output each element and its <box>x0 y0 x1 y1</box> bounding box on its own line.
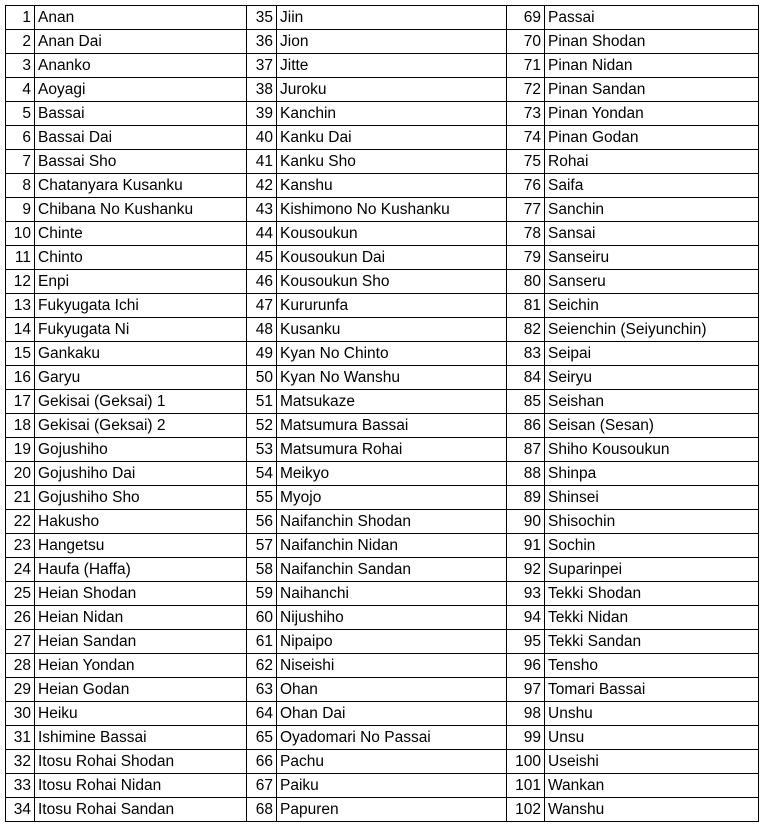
kata-name: Chibana No Kushanku <box>35 198 247 222</box>
kata-number: 61 <box>247 630 277 654</box>
kata-name: Kousoukun Sho <box>277 270 507 294</box>
kata-number: 4 <box>6 78 35 102</box>
kata-number: 13 <box>6 294 35 318</box>
kata-number: 54 <box>247 462 277 486</box>
kata-name: Papuren <box>277 798 507 822</box>
kata-number: 93 <box>507 582 545 606</box>
kata-name: Saifa <box>545 174 759 198</box>
kata-name: Jion <box>277 30 507 54</box>
kata-name: Aoyagi <box>35 78 247 102</box>
kata-number: 51 <box>247 390 277 414</box>
table-row <box>6 750 759 774</box>
kata-number: 86 <box>507 414 545 438</box>
table-row <box>6 510 759 534</box>
kata-number: 76 <box>507 174 545 198</box>
kata-number: 65 <box>247 726 277 750</box>
table-row <box>6 6 759 30</box>
kata-name: Bassai <box>35 102 247 126</box>
kata-name: Kanchin <box>277 102 507 126</box>
kata-name: Kousoukun <box>277 222 507 246</box>
kata-name: Tekki Shodan <box>545 582 759 606</box>
kata-number: 70 <box>507 30 545 54</box>
kata-name: Naifanchin Shodan <box>277 510 507 534</box>
table-row <box>6 726 759 750</box>
kata-number: 77 <box>507 198 545 222</box>
table-row <box>6 462 759 486</box>
kata-number: 101 <box>507 774 545 798</box>
kata-number: 35 <box>247 6 277 30</box>
kata-number: 3 <box>6 54 35 78</box>
kata-number: 56 <box>247 510 277 534</box>
kata-name: Pinan Sandan <box>545 78 759 102</box>
kata-name: Kururunfa <box>277 294 507 318</box>
kata-number: 98 <box>507 702 545 726</box>
kata-name: Fukyugata Ichi <box>35 294 247 318</box>
kata-name: Itosu Rohai Shodan <box>35 750 247 774</box>
kata-number: 74 <box>507 126 545 150</box>
kata-number: 90 <box>507 510 545 534</box>
kata-name: Anan Dai <box>35 30 247 54</box>
kata-number: 67 <box>247 774 277 798</box>
kata-name: Tekki Nidan <box>545 606 759 630</box>
kata-number: 55 <box>247 486 277 510</box>
table-row <box>6 30 759 54</box>
table-row <box>6 678 759 702</box>
table-row <box>6 654 759 678</box>
table-row <box>6 174 759 198</box>
kata-name: Niseishi <box>277 654 507 678</box>
kata-number: 33 <box>6 774 35 798</box>
table-row <box>6 150 759 174</box>
kata-number: 66 <box>247 750 277 774</box>
table-row <box>6 798 759 822</box>
table-row <box>6 318 759 342</box>
kata-name: Heian Sandan <box>35 630 247 654</box>
kata-number: 2 <box>6 30 35 54</box>
kata-number: 100 <box>507 750 545 774</box>
kata-name: Seichin <box>545 294 759 318</box>
kata-number: 71 <box>507 54 545 78</box>
kata-name: Naihanchi <box>277 582 507 606</box>
table-row <box>6 774 759 798</box>
table-row <box>6 534 759 558</box>
kata-number: 25 <box>6 582 35 606</box>
kata-name: Paiku <box>277 774 507 798</box>
kata-number: 57 <box>247 534 277 558</box>
kata-name: Seiryu <box>545 366 759 390</box>
kata-name: Pinan Yondan <box>545 102 759 126</box>
kata-name: Ohan <box>277 678 507 702</box>
kata-number: 79 <box>507 246 545 270</box>
table-row <box>6 222 759 246</box>
kata-number: 24 <box>6 558 35 582</box>
kata-number: 19 <box>6 438 35 462</box>
kata-number: 28 <box>6 654 35 678</box>
kata-number: 44 <box>247 222 277 246</box>
kata-name: Kanshu <box>277 174 507 198</box>
kata-number: 21 <box>6 486 35 510</box>
kata-name: Hakusho <box>35 510 247 534</box>
kata-number: 29 <box>6 678 35 702</box>
kata-name: Nijushiho <box>277 606 507 630</box>
kata-name: Chinte <box>35 222 247 246</box>
kata-name: Garyu <box>35 366 247 390</box>
kata-name: Unshu <box>545 702 759 726</box>
table-row <box>6 246 759 270</box>
kata-name: Seienchin (Seiyunchin) <box>545 318 759 342</box>
kata-number: 40 <box>247 126 277 150</box>
kata-name: Shisochin <box>545 510 759 534</box>
kata-number: 1 <box>6 6 35 30</box>
kata-number: 48 <box>247 318 277 342</box>
kata-number: 102 <box>507 798 545 822</box>
kata-name: Enpi <box>35 270 247 294</box>
kata-number: 38 <box>247 78 277 102</box>
kata-name: Kyan No Wanshu <box>277 366 507 390</box>
kata-number: 95 <box>507 630 545 654</box>
kata-name: Myojo <box>277 486 507 510</box>
kata-number: 52 <box>247 414 277 438</box>
kata-number: 9 <box>6 198 35 222</box>
kata-number: 63 <box>247 678 277 702</box>
kata-list-table <box>5 5 759 822</box>
kata-number: 11 <box>6 246 35 270</box>
kata-number: 14 <box>6 318 35 342</box>
kata-number: 26 <box>6 606 35 630</box>
kata-number: 41 <box>247 150 277 174</box>
kata-number: 60 <box>247 606 277 630</box>
kata-number: 47 <box>247 294 277 318</box>
table-row <box>6 270 759 294</box>
kata-name: Gekisai (Geksai) 2 <box>35 414 247 438</box>
table-row <box>6 486 759 510</box>
kata-name: Pachu <box>277 750 507 774</box>
kata-name: Kyan No Chinto <box>277 342 507 366</box>
table-row <box>6 390 759 414</box>
kata-name: Haufa (Haffa) <box>35 558 247 582</box>
kata-name: Kanku Dai <box>277 126 507 150</box>
kata-number: 89 <box>507 486 545 510</box>
kata-number: 92 <box>507 558 545 582</box>
table-row <box>6 198 759 222</box>
table-row <box>6 702 759 726</box>
table-row <box>6 294 759 318</box>
kata-name: Seishan <box>545 390 759 414</box>
kata-number: 78 <box>507 222 545 246</box>
kata-number: 91 <box>507 534 545 558</box>
kata-name: Kanku Sho <box>277 150 507 174</box>
kata-name: Suparinpei <box>545 558 759 582</box>
kata-number: 64 <box>247 702 277 726</box>
kata-name: Chatanyara Kusanku <box>35 174 247 198</box>
kata-number: 50 <box>247 366 277 390</box>
kata-name: Juroku <box>277 78 507 102</box>
kata-name: Itosu Rohai Sandan <box>35 798 247 822</box>
kata-name: Kousoukun Dai <box>277 246 507 270</box>
kata-name: Gojushiho <box>35 438 247 462</box>
kata-name: Kishimono No Kushanku <box>277 198 507 222</box>
kata-number: 97 <box>507 678 545 702</box>
kata-number: 37 <box>247 54 277 78</box>
table-row <box>6 342 759 366</box>
kata-number: 43 <box>247 198 277 222</box>
kata-number: 18 <box>6 414 35 438</box>
kata-name: Wankan <box>545 774 759 798</box>
kata-name: Ishimine Bassai <box>35 726 247 750</box>
kata-number: 8 <box>6 174 35 198</box>
kata-number: 27 <box>6 630 35 654</box>
table-row <box>6 54 759 78</box>
kata-number: 17 <box>6 390 35 414</box>
kata-name: Naifanchin Sandan <box>277 558 507 582</box>
kata-number: 16 <box>6 366 35 390</box>
kata-name: Anan <box>35 6 247 30</box>
kata-number: 36 <box>247 30 277 54</box>
kata-name: Gojushiho Dai <box>35 462 247 486</box>
kata-name: Naifanchin Nidan <box>277 534 507 558</box>
kata-number: 15 <box>6 342 35 366</box>
kata-name: Sanseru <box>545 270 759 294</box>
kata-name: Heian Godan <box>35 678 247 702</box>
kata-name: Tensho <box>545 654 759 678</box>
kata-number: 96 <box>507 654 545 678</box>
kata-number: 69 <box>507 6 545 30</box>
kata-number: 46 <box>247 270 277 294</box>
kata-number: 5 <box>6 102 35 126</box>
kata-number: 34 <box>6 798 35 822</box>
table-row <box>6 126 759 150</box>
kata-name: Bassai Dai <box>35 126 247 150</box>
kata-number: 81 <box>507 294 545 318</box>
kata-number: 53 <box>247 438 277 462</box>
kata-name: Sanseiru <box>545 246 759 270</box>
kata-number: 45 <box>247 246 277 270</box>
kata-name: Sanchin <box>545 198 759 222</box>
kata-name: Seipai <box>545 342 759 366</box>
kata-number: 32 <box>6 750 35 774</box>
kata-number: 62 <box>247 654 277 678</box>
kata-name: Sochin <box>545 534 759 558</box>
kata-name: Matsukaze <box>277 390 507 414</box>
kata-number: 84 <box>507 366 545 390</box>
kata-name: Oyadomari No Passai <box>277 726 507 750</box>
kata-number: 31 <box>6 726 35 750</box>
kata-number: 59 <box>247 582 277 606</box>
kata-number: 49 <box>247 342 277 366</box>
table-row <box>6 558 759 582</box>
kata-number: 99 <box>507 726 545 750</box>
kata-name: Gekisai (Geksai) 1 <box>35 390 247 414</box>
table-row <box>6 102 759 126</box>
kata-name: Gojushiho Sho <box>35 486 247 510</box>
kata-number: 75 <box>507 150 545 174</box>
kata-number: 68 <box>247 798 277 822</box>
kata-number: 12 <box>6 270 35 294</box>
kata-number: 22 <box>6 510 35 534</box>
kata-name: Tomari Bassai <box>545 678 759 702</box>
kata-number: 20 <box>6 462 35 486</box>
kata-name: Seisan (Sesan) <box>545 414 759 438</box>
kata-number: 82 <box>507 318 545 342</box>
kata-number: 42 <box>247 174 277 198</box>
kata-name: Shiho Kousoukun <box>545 438 759 462</box>
table-row <box>6 438 759 462</box>
kata-number: 6 <box>6 126 35 150</box>
kata-name: Kusanku <box>277 318 507 342</box>
kata-number: 39 <box>247 102 277 126</box>
kata-name: Ohan Dai <box>277 702 507 726</box>
kata-number: 72 <box>507 78 545 102</box>
kata-name: Gankaku <box>35 342 247 366</box>
kata-name: Sansai <box>545 222 759 246</box>
kata-name: Jitte <box>277 54 507 78</box>
kata-name: Jiin <box>277 6 507 30</box>
table-row <box>6 630 759 654</box>
kata-name: Pinan Godan <box>545 126 759 150</box>
kata-name: Heiku <box>35 702 247 726</box>
kata-number: 10 <box>6 222 35 246</box>
kata-number: 88 <box>507 462 545 486</box>
kata-number: 80 <box>507 270 545 294</box>
kata-name: Heian Nidan <box>35 606 247 630</box>
kata-name: Pinan Shodan <box>545 30 759 54</box>
kata-number: 85 <box>507 390 545 414</box>
kata-number: 83 <box>507 342 545 366</box>
kata-name: Chinto <box>35 246 247 270</box>
kata-name: Hangetsu <box>35 534 247 558</box>
kata-name: Heian Yondan <box>35 654 247 678</box>
kata-name: Passai <box>545 6 759 30</box>
kata-number: 94 <box>507 606 545 630</box>
kata-name: Matsumura Rohai <box>277 438 507 462</box>
kata-name: Ananko <box>35 54 247 78</box>
table-row <box>6 414 759 438</box>
kata-name: Shinsei <box>545 486 759 510</box>
kata-name: Tekki Sandan <box>545 630 759 654</box>
kata-name: Pinan Nidan <box>545 54 759 78</box>
kata-name: Meikyo <box>277 462 507 486</box>
table-row <box>6 606 759 630</box>
kata-number: 73 <box>507 102 545 126</box>
kata-name: Matsumura Bassai <box>277 414 507 438</box>
kata-name: Nipaipo <box>277 630 507 654</box>
kata-name: Fukyugata Ni <box>35 318 247 342</box>
kata-name: Heian Shodan <box>35 582 247 606</box>
kata-table-body <box>6 6 759 822</box>
table-row <box>6 78 759 102</box>
kata-name: Wanshu <box>545 798 759 822</box>
kata-number: 30 <box>6 702 35 726</box>
table-row <box>6 366 759 390</box>
kata-name: Unsu <box>545 726 759 750</box>
kata-number: 58 <box>247 558 277 582</box>
kata-name: Shinpa <box>545 462 759 486</box>
kata-number: 7 <box>6 150 35 174</box>
kata-name: Bassai Sho <box>35 150 247 174</box>
kata-name: Useishi <box>545 750 759 774</box>
kata-name: Itosu Rohai Nidan <box>35 774 247 798</box>
kata-number: 87 <box>507 438 545 462</box>
table-row <box>6 582 759 606</box>
kata-number: 23 <box>6 534 35 558</box>
kata-name: Rohai <box>545 150 759 174</box>
